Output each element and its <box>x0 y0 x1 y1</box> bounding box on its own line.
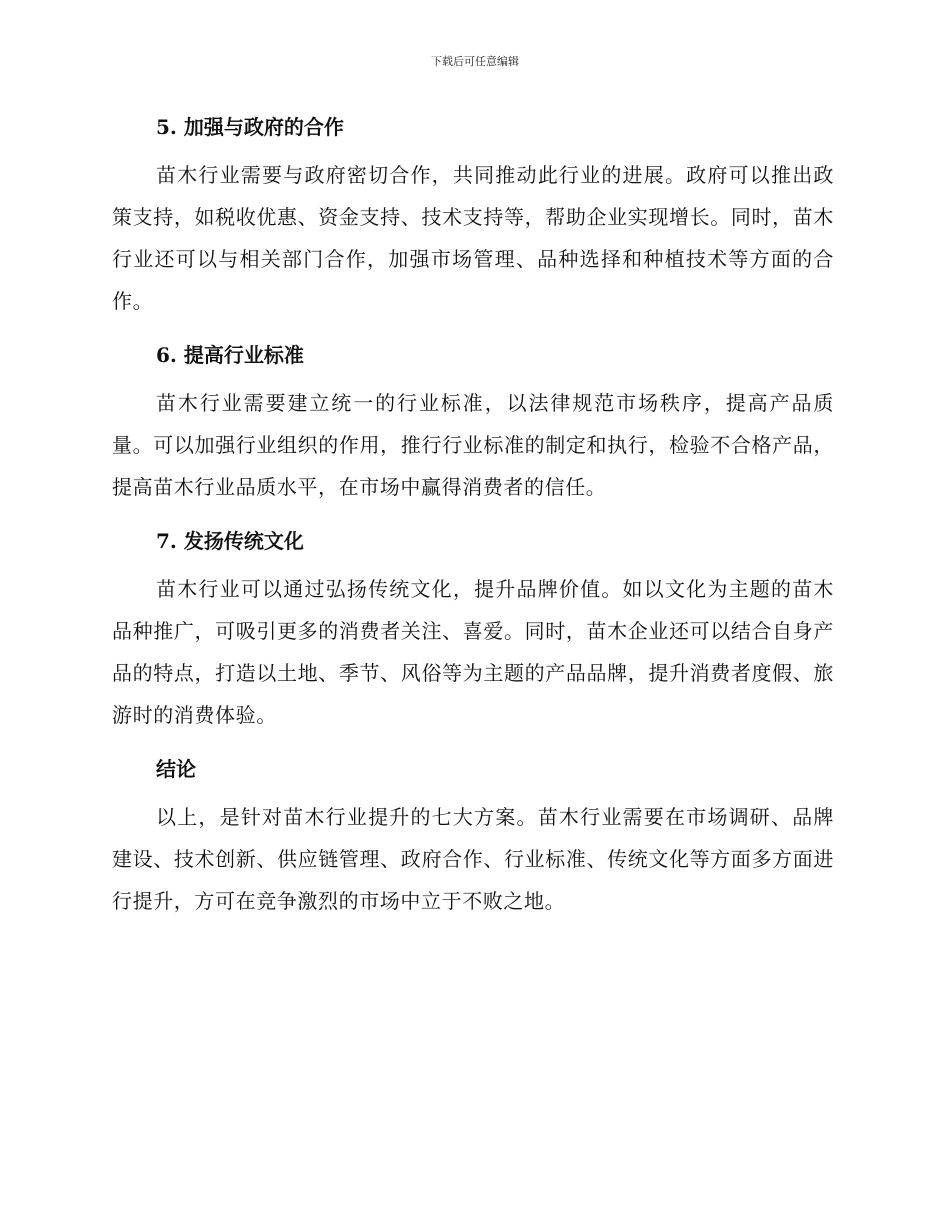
section-conclusion <box>112 754 834 922</box>
section-industry-standards <box>112 340 834 508</box>
section-paragraph: 苗木行业需要与政府密切合作，共同推动此行业的进展。政府可以推出政策支持，如税收优惠、资金支持、技术支持等，帮助企业实现增长。同时，苗木行业还可以与相关部门合作，加强市场管理、品种选择和种植技术等方面的合作。 <box>112 163 834 313</box>
document-body <box>112 112 834 934</box>
section-traditional-culture <box>112 526 834 736</box>
section-heading: 5. 加强与政府的合作 <box>156 115 344 139</box>
section-paragraph: 苗木行业需要建立统一的行业标准，以法律规范市场秩序，提高产品质量。可以加强行业组织的作用，推行行业标准的制定和执行，检验不合格产品，提高苗木行业品质水平，在市场中赢得消费者的信任。 <box>112 391 834 499</box>
section-heading: 7. 发扬传统文化 <box>156 529 304 553</box>
section-heading: 6. 提高行业标准 <box>156 343 304 367</box>
section-heading: 结论 <box>156 757 196 781</box>
section-paragraph: 苗木行业可以通过弘扬传统文化，提升品牌价值。如以文化为主题的苗木品种推广，可吸引更多的消费者关注、喜爱。同时，苗木企业还可以结合自身产品的特点，打造以土地、季节、风俗等为主题的产品品牌，提升消费者度假、旅游时的消费体验。 <box>112 577 834 727</box>
section-government-cooperation <box>112 112 834 322</box>
running-header: 下载后可任意编辑 <box>431 55 519 68</box>
section-paragraph: 以上，是针对苗木行业提升的七大方案。苗木行业需要在市场调研、品牌建设、技术创新、供应链管理、政府合作、行业标准、传统文化等方面多方面进行提升，方可在竞争激烈的市场中立于不败之地。 <box>112 805 834 913</box>
